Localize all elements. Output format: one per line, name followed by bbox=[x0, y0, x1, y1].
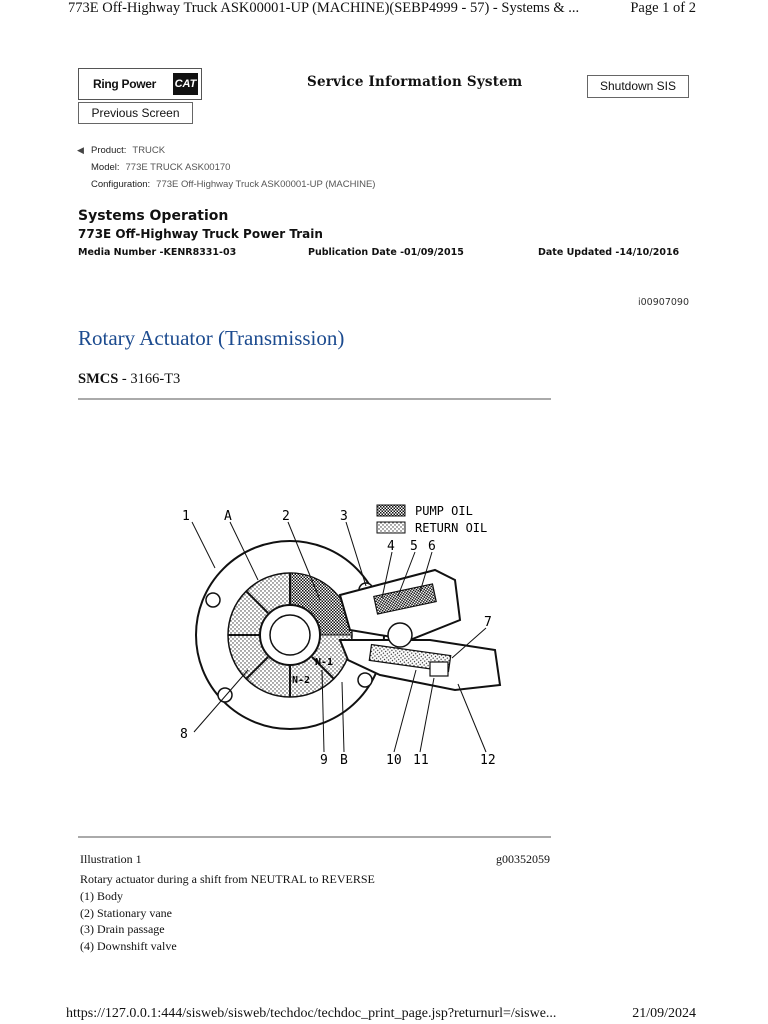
callout-7: 7 bbox=[484, 615, 492, 630]
rotary-actuator-illustration bbox=[170, 500, 510, 775]
label-n1: N-1 bbox=[315, 657, 334, 668]
model-row bbox=[91, 162, 230, 173]
model-value: 773E TRUCK ASK00170 bbox=[125, 162, 231, 173]
print-header-page-number: Page 1 of 2 bbox=[630, 0, 696, 16]
illustration-label: Illustration 1 bbox=[80, 852, 142, 866]
product-label: Product: bbox=[91, 145, 127, 156]
callout-b: B bbox=[340, 753, 348, 768]
logo-text: Ring Power bbox=[93, 77, 157, 91]
callout-a: A bbox=[224, 509, 232, 524]
configuration-row bbox=[91, 179, 375, 190]
callout-10: 10 bbox=[386, 753, 402, 768]
legend-pump-oil: PUMP OIL bbox=[415, 504, 473, 518]
divider-bottom bbox=[78, 836, 551, 838]
print-footer-url: https://127.0.0.1:444/sisweb/sisweb/techdoc/techdoc_print_page.jsp?returnurl=/siswe... bbox=[66, 1006, 557, 1021]
callout-11: 11 bbox=[413, 753, 429, 768]
caption-item: (2) Stationary vane bbox=[80, 906, 172, 920]
legend-return-oil: RETURN OIL bbox=[415, 521, 488, 535]
media-number: Media Number -KENR8331-03 bbox=[78, 247, 237, 258]
page-heading: Rotary Actuator (Transmission) bbox=[78, 326, 345, 350]
callout-6: 6 bbox=[428, 539, 436, 554]
callout-12: 12 bbox=[480, 753, 496, 768]
callout-5: 5 bbox=[410, 539, 418, 554]
callout-1: 1 bbox=[182, 509, 190, 524]
callout-2: 2 bbox=[282, 509, 290, 524]
divider-top bbox=[78, 398, 551, 400]
smcs-label: SMCS bbox=[78, 371, 119, 387]
product-row bbox=[91, 145, 165, 156]
configuration-label: Configuration: bbox=[91, 179, 151, 190]
sis-title: Service Information System bbox=[307, 74, 523, 90]
shutdown-sis-button[interactable]: Shutdown SIS bbox=[587, 75, 689, 98]
previous-screen-button[interactable]: Previous Screen bbox=[78, 102, 193, 124]
smcs-value: - 3166-T3 bbox=[118, 371, 181, 387]
pump-oil-swatch bbox=[377, 505, 405, 516]
figure-id: g00352059 bbox=[496, 852, 550, 866]
caption-item: (3) Drain passage bbox=[80, 922, 165, 936]
configuration-value: 773E Off-Highway Truck ASK00001-UP (MACHINE) bbox=[156, 179, 376, 190]
product-value: TRUCK bbox=[132, 145, 166, 156]
reference-id: i00907090 bbox=[638, 297, 689, 308]
date-updated: Date Updated -14/10/2016 bbox=[538, 247, 680, 258]
model-label: Model: bbox=[91, 162, 120, 173]
callout-8: 8 bbox=[180, 727, 188, 742]
illustration-caption: Rotary actuator during a shift from NEUTRAL to REVERSE bbox=[80, 872, 375, 886]
callout-3: 3 bbox=[340, 509, 348, 524]
caption-item: (4) Downshift valve bbox=[80, 939, 177, 953]
document-subtitle: 773E Off-Highway Truck Power Train bbox=[78, 227, 323, 241]
rotor-spline bbox=[270, 615, 310, 655]
ring-power-cat-logo bbox=[78, 68, 202, 100]
print-footer-date: 21/09/2024 bbox=[632, 1006, 696, 1021]
return-oil-swatch bbox=[377, 522, 405, 533]
cat-badge: CAT bbox=[173, 73, 198, 95]
publication-date: Publication Date -01/09/2015 bbox=[308, 247, 464, 258]
label-n2: N-2 bbox=[292, 675, 311, 686]
callout-4: 4 bbox=[387, 539, 395, 554]
print-header-title: 773E Off-Highway Truck ASK00001-UP (MACHINE)(SEBP4999 - 57) - Systems & ... bbox=[68, 0, 580, 16]
section-title: Systems Operation bbox=[78, 208, 229, 224]
callout-9: 9 bbox=[320, 753, 328, 768]
collapse-arrow-icon[interactable]: ◀ bbox=[77, 146, 84, 156]
smcs-code bbox=[78, 371, 180, 388]
caption-item: (1) Body bbox=[80, 889, 123, 903]
